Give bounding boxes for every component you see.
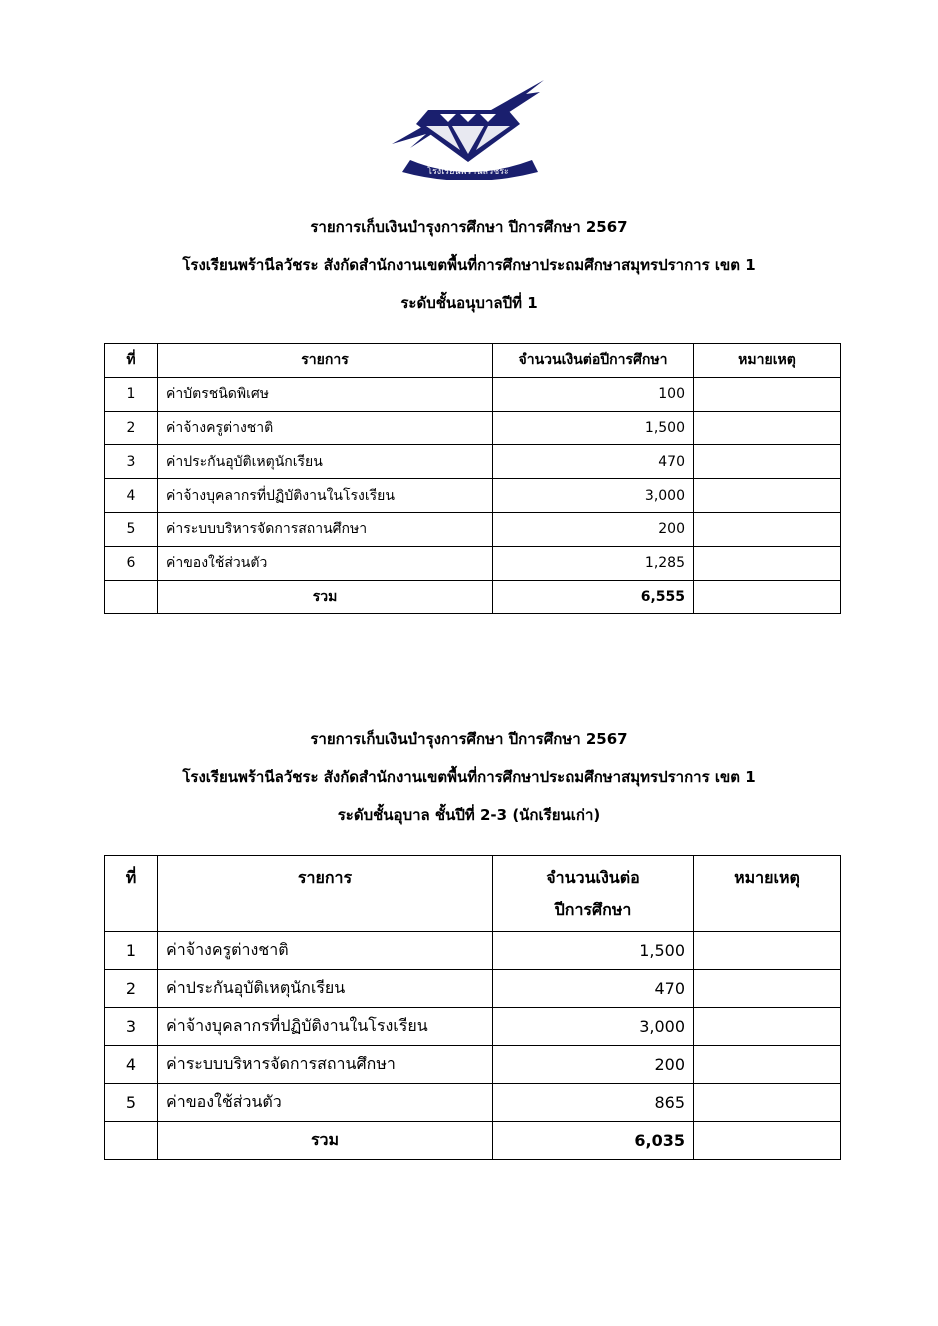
table-row bbox=[105, 932, 841, 970]
row-item: ค่าระบบบริหารจัดการสถานศึกษา bbox=[158, 512, 493, 546]
table-row bbox=[105, 445, 841, 479]
header-note: หมายเหตุ bbox=[694, 856, 841, 932]
row-no: 4 bbox=[105, 479, 158, 513]
row-no: 3 bbox=[105, 1008, 158, 1046]
row-amount: 3,000 bbox=[493, 479, 694, 513]
total-row bbox=[105, 1122, 841, 1160]
svg-text:โรงเรียนพร้านีลวัชระ: โรงเรียนพร้านีลวัชระ bbox=[427, 167, 509, 177]
total-blank bbox=[105, 1122, 158, 1160]
table-row bbox=[105, 1084, 841, 1122]
row-amount: 1,285 bbox=[493, 546, 694, 580]
row-amount: 100 bbox=[493, 377, 694, 411]
row-item: ค่าประกันอุบัติเหตุนักเรียน bbox=[158, 445, 493, 479]
total-note bbox=[694, 1122, 841, 1160]
row-no: 1 bbox=[105, 932, 158, 970]
row-note bbox=[694, 932, 841, 970]
row-no: 4 bbox=[105, 1046, 158, 1084]
row-item: ค่าของใช้ส่วนตัว bbox=[158, 1084, 493, 1122]
row-no: 6 bbox=[105, 546, 158, 580]
section1-school-line: โรงเรียนพร้านีลวัชระ สังกัดสำนักงานเขตพื้นที่การศึกษาประถมศึกษาสมุทรปราการ เขต 1 bbox=[182, 256, 756, 274]
row-no: 5 bbox=[105, 1084, 158, 1122]
total-label: รวม bbox=[158, 580, 493, 614]
table-row bbox=[105, 512, 841, 546]
total-note bbox=[694, 580, 841, 614]
header-item: รายการ bbox=[158, 856, 493, 932]
row-note bbox=[694, 445, 841, 479]
total-amount: 6,035 bbox=[493, 1122, 694, 1160]
row-amount: 1,500 bbox=[493, 932, 694, 970]
row-note bbox=[694, 479, 841, 513]
row-amount: 3,000 bbox=[493, 1008, 694, 1046]
row-item: ค่าจ้างครูต่างชาติ bbox=[158, 411, 493, 445]
section1-title: รายการเก็บเงินบำรุงการศึกษา ปีการศึกษา 2567 bbox=[310, 218, 628, 236]
header-no: ที่ bbox=[105, 856, 158, 932]
header-no: ที่ bbox=[105, 344, 158, 378]
row-no: 5 bbox=[105, 512, 158, 546]
row-note bbox=[694, 411, 841, 445]
table-header-row bbox=[105, 344, 841, 378]
total-blank bbox=[105, 580, 158, 614]
table-header-row bbox=[105, 856, 841, 932]
section2-level: ระดับชั้นอุบาล ชั้นปีที่ 2-3 (นักเรียนเก่า) bbox=[337, 806, 601, 824]
total-amount: 6,555 bbox=[493, 580, 694, 614]
row-amount: 865 bbox=[493, 1084, 694, 1122]
row-no: 1 bbox=[105, 377, 158, 411]
row-note bbox=[694, 512, 841, 546]
table-row bbox=[105, 411, 841, 445]
row-item: ค่าจ้างครูต่างชาติ bbox=[158, 932, 493, 970]
row-amount: 1,500 bbox=[493, 411, 694, 445]
table-row bbox=[105, 970, 841, 1008]
row-item: ค่าจ้างบุคลากรที่ปฏิบัติงานในโรงเรียน bbox=[158, 1008, 493, 1046]
table-row bbox=[105, 1008, 841, 1046]
table-row bbox=[105, 377, 841, 411]
row-no: 2 bbox=[105, 411, 158, 445]
row-item: ค่าระบบบริหารจัดการสถานศึกษา bbox=[158, 1046, 493, 1084]
header-amount-line1: จำนวนเงินต่อ bbox=[546, 868, 640, 887]
row-note bbox=[694, 1008, 841, 1046]
table-row bbox=[105, 1046, 841, 1084]
row-note bbox=[694, 377, 841, 411]
section1-level: ระดับชั้นอนุบาลปีที่ 1 bbox=[400, 294, 538, 312]
row-note bbox=[694, 1084, 841, 1122]
row-item: ค่าบัตรชนิดพิเศษ bbox=[158, 377, 493, 411]
section2-school-line: โรงเรียนพร้านีลวัชระ สังกัดสำนักงานเขตพื้นที่การศึกษาประถมศึกษาสมุทรปราการ เขต 1 bbox=[182, 768, 756, 786]
header-amount: จำนวนเงินต่อปีการศึกษา bbox=[493, 344, 694, 378]
header-amount bbox=[493, 856, 694, 932]
row-no: 2 bbox=[105, 970, 158, 1008]
total-label: รวม bbox=[158, 1122, 493, 1160]
header-amount-line2: ปีการศึกษา bbox=[554, 900, 632, 919]
row-note bbox=[694, 970, 841, 1008]
fee-table-kindergarten-1 bbox=[104, 343, 841, 614]
total-row bbox=[105, 580, 841, 614]
header-item: รายการ bbox=[158, 344, 493, 378]
table-row bbox=[105, 546, 841, 580]
fee-table-kindergarten-2-3 bbox=[104, 855, 841, 1160]
row-amount: 200 bbox=[493, 512, 694, 546]
header-note: หมายเหตุ bbox=[694, 344, 841, 378]
table-row bbox=[105, 479, 841, 513]
row-no: 3 bbox=[105, 445, 158, 479]
row-amount: 470 bbox=[493, 970, 694, 1008]
row-item: ค่าจ้างบุคลากรที่ปฏิบัติงานในโรงเรียน bbox=[158, 479, 493, 513]
section2-title: รายการเก็บเงินบำรุงการศึกษา ปีการศึกษา 2567 bbox=[310, 730, 628, 748]
row-item: ค่าของใช้ส่วนตัว bbox=[158, 546, 493, 580]
row-amount: 200 bbox=[493, 1046, 694, 1084]
row-note bbox=[694, 546, 841, 580]
row-amount: 470 bbox=[493, 445, 694, 479]
school-logo bbox=[388, 72, 548, 180]
row-item: ค่าประกันอุบัติเหตุนักเรียน bbox=[158, 970, 493, 1008]
row-note bbox=[694, 1046, 841, 1084]
